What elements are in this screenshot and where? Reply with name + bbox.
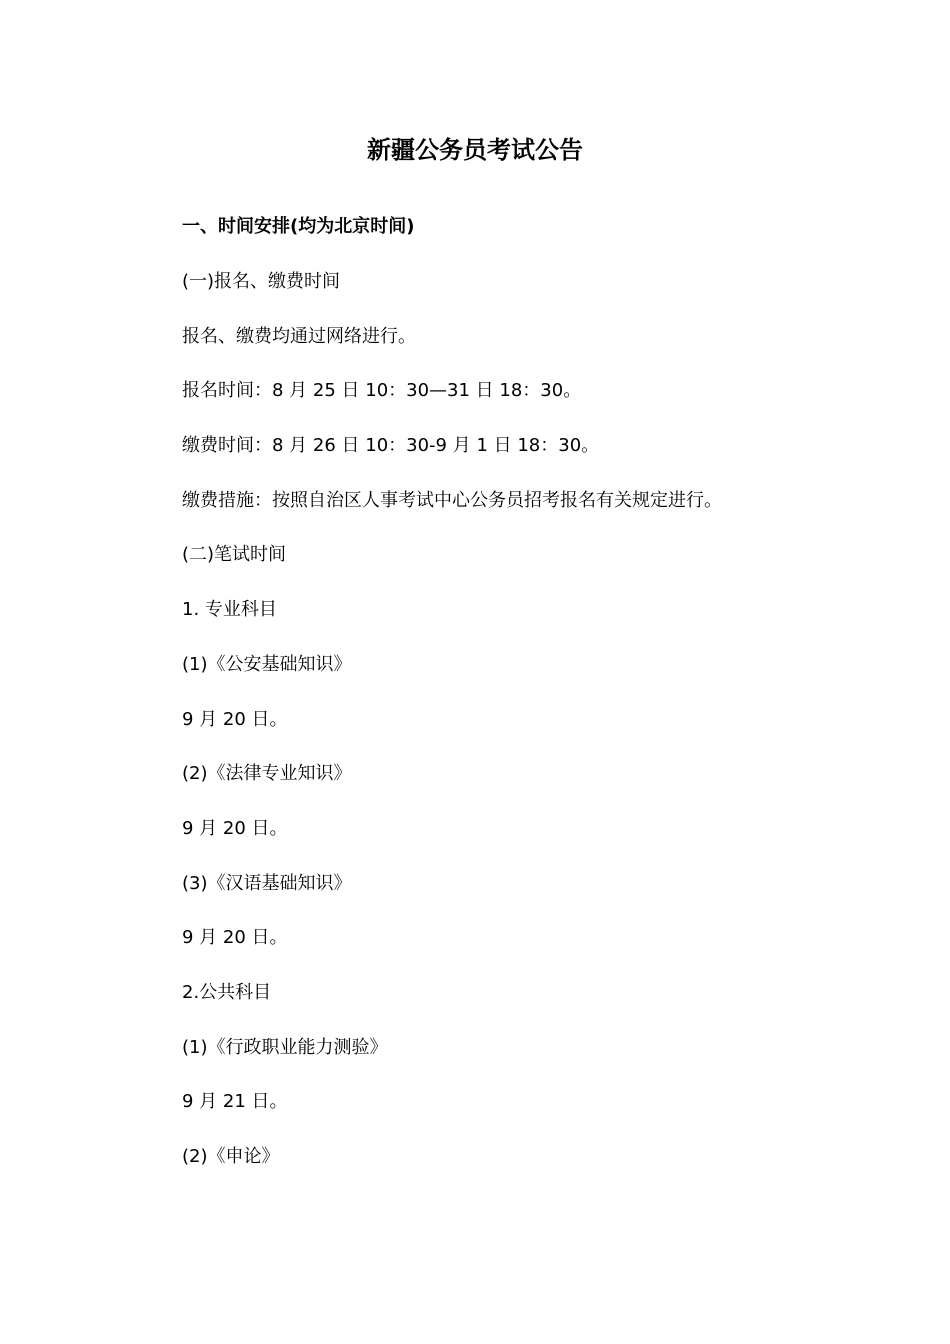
subheading-written-exam-time: (二)笔试时间 <box>182 544 287 566</box>
list-heading-professional-subjects: 1. 专业科目 <box>182 599 277 621</box>
list-heading-public-subjects: 2.公共科目 <box>182 981 272 1003</box>
list-item-chinese-knowledge: (3)《汉语基础知识》 <box>182 872 352 894</box>
list-item-aptitude-test: (1)《行政职业能力测验》 <box>182 1036 388 1058</box>
exam-date: 9 月 21 日。 <box>182 1091 288 1113</box>
exam-date: 9 月 20 日。 <box>182 927 288 949</box>
list-item-essay: (2)《申论》 <box>182 1146 280 1167</box>
paragraph-payment-method: 缴费措施：按照自治区人事考试中心公务员招考报名有关规定进行。 <box>182 489 722 511</box>
paragraph-payment-time: 缴费时间：8 月 26 日 10：30-9 月 1 日 18：30。 <box>182 435 600 457</box>
exam-date: 9 月 20 日。 <box>182 817 288 839</box>
subheading-registration-payment: (一)报名、缴费时间 <box>182 271 341 292</box>
list-item-legal-knowledge: (2)《法律专业知识》 <box>182 763 352 785</box>
exam-date: 9 月 20 日。 <box>182 708 288 730</box>
paragraph-registration-time: 报名时间：8 月 25 日 10：30—31 日 18：30。 <box>182 380 582 402</box>
paragraph-online-note: 报名、缴费均通过网络进行。 <box>182 325 416 347</box>
section-heading-schedule: 一、时间安排(均为北京时间) <box>182 216 415 237</box>
list-item-public-security-knowledge: (1)《公安基础知识》 <box>182 653 352 675</box>
document-title: 新疆公务员考试公告 <box>367 136 583 164</box>
document-body <box>182 268 902 1198</box>
